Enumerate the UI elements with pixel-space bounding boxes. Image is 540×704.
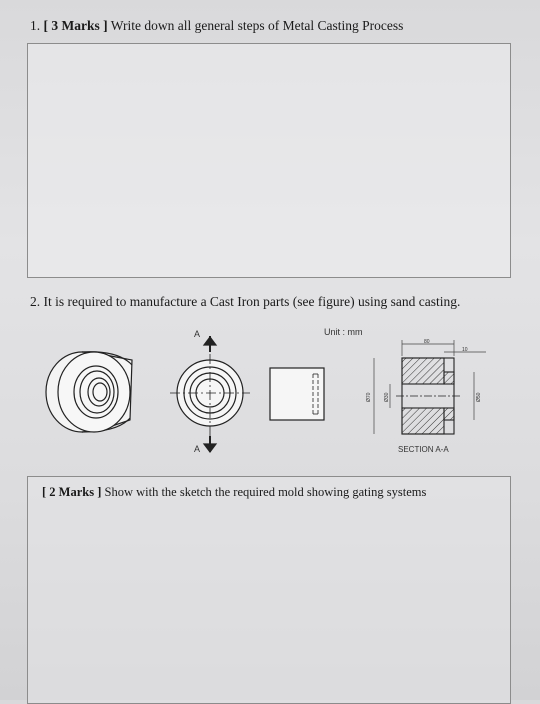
dim-top: 80 (424, 339, 430, 345)
section-label-bottom: A (194, 444, 201, 454)
dim-outer-dia: Ø70 (366, 392, 372, 402)
front-view (170, 336, 250, 452)
question-1-marks: [ 3 Marks ] (43, 18, 108, 33)
section-label-top: A (194, 329, 201, 339)
question-2-number: 2. (30, 294, 41, 309)
question-1-text: Write down all general steps of Metal Casting Process (110, 18, 404, 33)
section-title: SECTION A-A (398, 445, 449, 454)
dim-right-dia: Ø50 (476, 392, 482, 402)
dim-right-top: 10 (462, 347, 468, 353)
isometric-view (46, 352, 132, 432)
unit-label: Unit : mm (324, 327, 363, 337)
question-2 (30, 294, 460, 310)
answer-box-2[interactable] (27, 476, 511, 704)
question-1-number: 1. (30, 18, 41, 33)
question-2-text: It is required to manufacture a Cast Iron parts (see figure) using sand casting. (43, 294, 461, 309)
answer-box-1[interactable] (27, 43, 511, 278)
question-1 (30, 18, 403, 34)
question-2b (42, 485, 426, 500)
part-figure (0, 320, 540, 470)
question-2b-marks: [ 2 Marks ] (42, 485, 102, 499)
side-view (270, 368, 324, 420)
question-2b-text: Show with the sketch the required mold showing gating systems (104, 485, 427, 499)
section-view (396, 358, 460, 434)
dim-inner-dia: Ø30 (384, 392, 390, 402)
